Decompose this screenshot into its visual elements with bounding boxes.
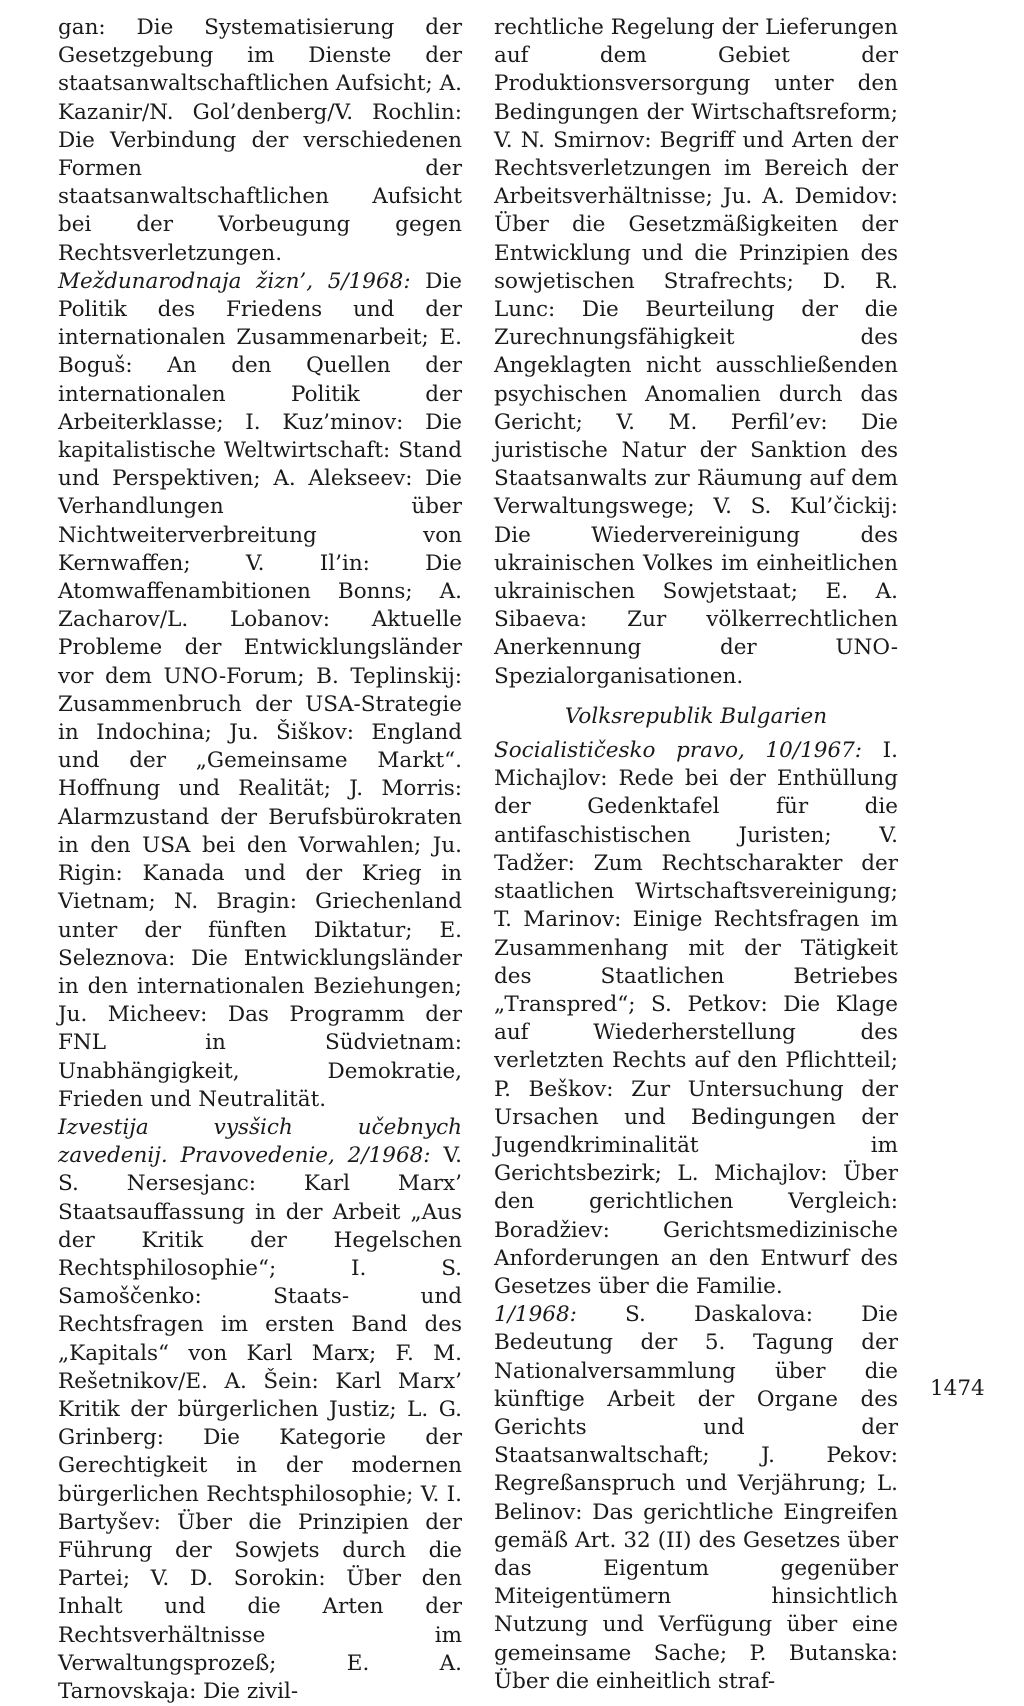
- source-title: Izvestija vysšich učebnych zavedenij. Pravovedenie, 2/1968:: [58, 1114, 462, 1169]
- source-title: Socialističesko pravo, 10/1967:: [494, 738, 863, 764]
- entry-text: S. Daskalova: Die Bedeutung der 5. Tagung der Nationalversammlung über die künftige Arbeit der Organe des Gerichts und der Staatsanwaltschaft; J. Pekov: Regreßanspruch und Verjährung; L. Belinov: Das gerichtliche Eingreifen gemäß Art. 32 (II) des Gesetzes über das Eigentum gegenüber Miteigentümern hinsichtlich Nutzung und Verfügung über eine gemeinsame Sache; P. Butanska: Über die einheitlich straf-: [494, 1302, 898, 1694]
- left-column: [58, 14, 462, 1706]
- right-paragraph-1: rechtliche Regelung der Lieferungen auf dem Gebiet der Produktionsversorgung unter den Bedingungen der Wirtschaftsreform; V. N. Smirnov: Begriff und Arten der Rechtsverletzungen im Bereich der Arbeitsverhältnisse; Ju. A. Demidov: Über die Gesetzmäßigkeiten der Entwicklung und die Prinzipien des sowjetischen Strafrechts; D. R. Lunc: Die Beurteilung der die Zurechnungsfähigkeit des Angeklagten nicht ausschließenden psychischen Anomalien durch das Gericht; V. M. Perfil’ev: Die juristische Natur der Sanktion des Staatsanwalts zur Räumung auf dem Verwaltungswege; V. S. Kul’čickij: Die Wiedervereinigung des ukrainischen Volkes im einheitlichen ukrainischen Sowjetstaat; E. A. Sibaeva: Zur völkerrechtlichen Anerkennung der UNO-Spezialorganisationen.: [494, 15, 898, 689]
- entry-text: V. S. Nersesjanc: Karl Marx’ Staatsauffassung in der Arbeit „Aus der Kritik der Hegelschen Rechtsphilosophie“; I. S. Samoščenko: Staats- und Rechtsfragen im ersten Band des „Kapitals“ von Karl Marx; F. M. Rešetnikov/E. A. Šein: Karl Marx’ Kritik der bürgerlichen Justiz; L. G. Grinberg: Die Kategorie der Gerechtigkeit in der modernen bürgerlichen Rechtsphilosophie; V. I. Bartyšev: Über die Prinzipien der Führung der Sowjets durch die Partei; V. D. Sorokin: Über den Inhalt und die Arten der Rechtsverhältnisse im Verwaltungsprozeß; E. A. Tarnovskaja: Die zivil-: [58, 1143, 462, 1704]
- left-paragraph-1: gan: Die Systematisierung der Gesetzgebung im Dienste der staatsanwaltschaftlichen Aufsicht; A. Kazanir/N. Gol’denberg/V. Rochlin: Die Verbindung der verschiedenen Formen der staatsanwaltschaftlichen Aufsicht bei der Vorbeugung gegen Rechtsverletzungen.: [58, 15, 462, 266]
- right-paragraph-3: [494, 1301, 898, 1696]
- source-title: 1/1968:: [494, 1302, 577, 1328]
- left-paragraph-2: [58, 268, 462, 1114]
- entry-text: I. Michajlov: Rede bei der Enthüllung der Gedenktafel für die antifaschistischen Juristen; V. Tadžer: Zum Rechtscharakter der staatlichen Wirtschaftsvereinigung; T. Marinov: Einige Rechtsfragen im Zusammenhang mit der Tätigkeit des Staatlichen Betriebes „Transpred“; S. Petkov: Die Klage auf Wiederherstellung des verletzten Rechts auf den Pflichtteil; P. Beškov: Zur Untersuchung der Ursachen und Bedingungen der Jugendkriminalität im Gerichtsbezirk; L. Michajlov: Über den gerichtlichen Vergleich: Boradžiev: Gerichtsmedizinische Anforderungen an den Entwurf des Gesetzes über die Familie.: [494, 738, 898, 1299]
- left-paragraph-3: [58, 1114, 462, 1706]
- source-title: Meždunarodnaja žizn’, 5/1968:: [58, 268, 411, 294]
- right-column: [494, 14, 898, 1696]
- right-paragraph-2: [494, 737, 898, 1301]
- page-number: 1474: [930, 1376, 985, 1401]
- entry-text: Die Politik des Friedens und der internationalen Zusammenarbeit; E. Boguš: An den Quellen der internationalen Politik der Arbeiterklasse; I. Kuz’minov: Die kapitalistische Weltwirtschaft: Stand und Perspektiven; A. Alekseev: Die Verhandlungen über Nichtweiterverbreitung von Kernwaffen; V. Il’in: Die Atomwaffenambitionen Bonns; A. Zacharov/L. Lobanov: Aktuelle Probleme der Entwicklungsländer vor dem UNO-Forum; B. Teplinskij: Zusammenbruch der USA-Strategie in Indochina; Ju. Šiškov: England und der „Gemeinsame Markt“. Hoffnung und Realität; J. Morris: Alarmzustand der Berufsbürokraten in den USA bei den Vorwahlen; Ju. Rigin: Kanada und der Krieg in Vietnam; N. Bragin: Griechenland unter der fünften Diktatur; E. Seleznova: Die Entwicklungsländer in den internationalen Beziehungen; Ju. Micheev: Das Programm der FNL in Südvietnam: Unabhängigkeit, Demokratie, Frieden und Neutralität.: [58, 268, 462, 1112]
- section-heading: Volksrepublik Bulgarien: [564, 703, 828, 729]
